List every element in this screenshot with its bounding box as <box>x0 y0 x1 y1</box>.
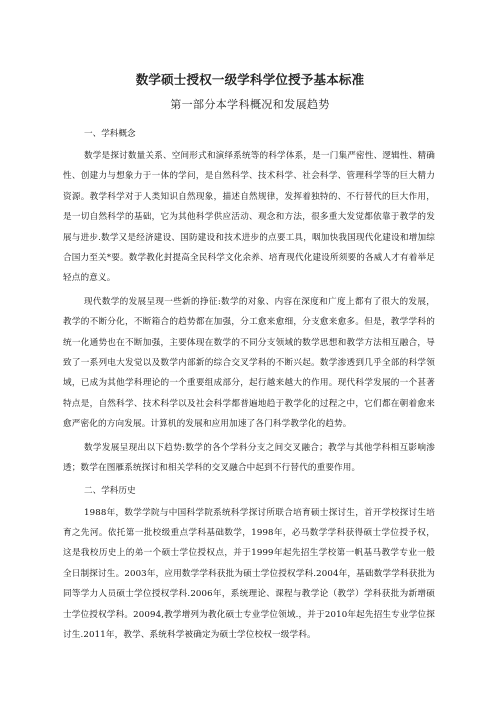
paragraph: 现代数学的发展呈现一些新的挣征:数学的对象、内容在深度和广度上都有了很大的发展，教学的不断分化，不断箱合的趋势都在加强，分工愈来愈细，分支愈来愈多。但是，教学学科的统一化通势也在不断加强，主要体现在数学的不同分支领域的数学思想和教学方法相互融合，导致了一系列电大发觉以及数学内部新的综合交叉学科的不断兴起。数学渗透到几乎全部的科学领域，已成为其他学科理论的一个重要组成部分，起行越来越大的作用。现代科学发展的一个甚著特点是，自然科学、技术科学以及社会科学都普遍地趋于教学化的过程之中，它们都在朝着愈来愈严密化的方向发展。计算机的发展和应用加速了各门科学教学化的趋势。 <box>63 296 435 430</box>
paragraph: 数学发展呈现出以下趋势:数学的各个学科分支之间交叉融合；教学与其他学科相互影响渗透；数学在图雁系统探讨和相关学科的交叉融合中起到不行替代的重要作用。 <box>63 442 435 474</box>
document-title: 数学硕士授权一级学科学位授予基本标准 <box>135 72 365 87</box>
section-heading-concept: 一、学科概念 <box>84 129 136 139</box>
document-body <box>63 124 435 648</box>
section-heading-history: 二、学科历史 <box>84 485 136 496</box>
document-subtitle: 第一部分本学科概况和发展趋势 <box>170 98 330 111</box>
paragraph: 数学是探讨数量关系、空间形式和演绎系统等的科学体系，是一门集严密性、逻辑性、精确性、创建力与想象力于一体的学问，是自然科学、技术科学、社会科学、管理科学等的巨大精力资源。教学科学对于人类知识自然现象，描述自然规律，发挥着独特的、不行替代的巨大作用，是一切自然科学的基础，它为其他科学供应活动、观念和方法，很多重大发觉都依靠于教学的发展与进步.数学又是经济建设、国防建设和技术进步的点要工具，咽加快我国现代化建设和增加综合国力至关*要。数学教化封提高全民科学文化余养、培育现代化建设所须要的各威人才有着举足轻点的意义。 <box>63 151 435 284</box>
paragraph: 1988年，数学学院与中国科学院系统科学探讨所联合培育硕士探讨生，首开学校探讨生培育之先河。依托第一批校级重点学科基础数学，1998年，必马数学学科获得硕士学位授予权，这是我校历史上的弟一个硕士学位授权点，并于1999年起先招生学校第一帆基马教学专业一般全日制探讨生。2003年，应用数学学科获批为硕士学位授权学科.2004年，基础数学学科获批为同等学力人员硕士学位授权学科.2006年，系统理论、课程与教学论（教学）学科获批为新增硕士学位授权学科。20094,教学增列为教化硕士专业学位领域.，并于2010年起先招生专业学位探讨生.2011年，教学、系统科学被确定为硕士学位校权一级学科。 <box>63 507 435 640</box>
